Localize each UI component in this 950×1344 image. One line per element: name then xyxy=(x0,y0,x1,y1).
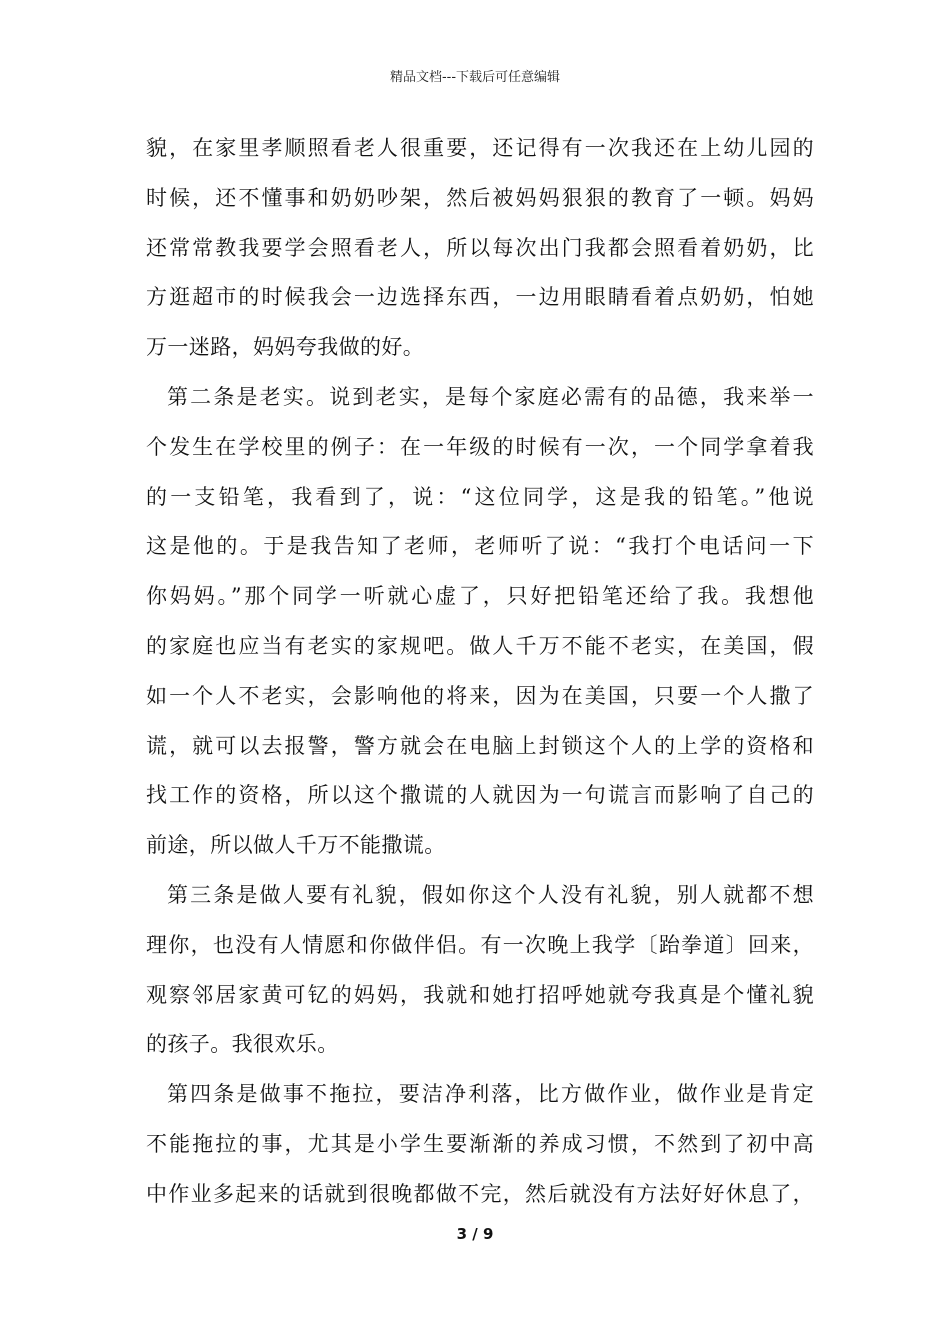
text-line: 方逛超市的时候我会一边选择东西，一边用眼睛看着点奶奶，怕她 xyxy=(146,285,814,310)
text-line: 如一个人不老实，会影响他的将来，因为在美国，只要一个人撒了 xyxy=(146,683,814,708)
text-line: 这是他的。于是我告知了老师，老师听了说：“我打个电话问一下 xyxy=(146,534,814,559)
text-line: 还常常教我要学会照看老人，所以每次出门我都会照看着奶奶，比 xyxy=(146,235,814,260)
document-body xyxy=(146,124,814,1220)
text-line: 理你，也没有人情愿和你做伴侣。有一次晚上我学〔跆拳道〕回来， xyxy=(146,932,814,957)
text-line: 个发生在学校里的例子：在一年级的时候有一次，一个同学拿着我 xyxy=(146,434,814,459)
paragraph xyxy=(146,124,814,373)
page-number: 3 / 9 xyxy=(456,1225,494,1243)
text-line: 不能拖拉的事，尤其是小学生要渐渐的养成习惯，不然到了初中高 xyxy=(146,1131,814,1156)
text-line: 中作业多起来的话就到很晚都做不完，然后就没有方法好好休息了， xyxy=(146,1181,814,1206)
text-line: 第四条是做事不拖拉，要洁净利落，比方做作业，做作业是肯定 xyxy=(167,1082,814,1107)
paragraph xyxy=(146,1070,814,1219)
text-line: 的一支铅笔，我看到了，说：“这位同学，这是我的铅笔。”他说 xyxy=(146,484,814,509)
text-line: 万一迷路，妈妈夸我做的好。 xyxy=(146,335,425,360)
text-line: 观察邻居家黄可钇的妈妈，我就和她打招呼她就夸我真是个懂礼貌 xyxy=(146,982,814,1007)
text-line: 时候，还不懂事和奶奶吵架，然后被妈妈狠狠的教育了一顿。妈妈 xyxy=(146,185,814,210)
paragraph xyxy=(146,871,814,1070)
text-line: 前途，所以做人千万不能撒谎。 xyxy=(146,833,446,858)
paragraph xyxy=(146,373,814,871)
text-line: 第三条是做人要有礼貌，假如你这个人没有礼貌，别人就都不想 xyxy=(167,882,814,907)
text-line: 谎，就可以去报警，警方就会在电脑上封锁这个人的上学的资格和 xyxy=(146,733,814,758)
text-line: 你妈妈。”那个同学一听就心虚了，只好把铅笔还给了我。我想他 xyxy=(146,584,814,609)
page-header: 精品文档---下载后可任意编辑 xyxy=(389,70,561,85)
text-line: 找工作的资格，所以这个撒谎的人就因为一句谎言而影响了自己的 xyxy=(146,783,814,808)
text-line: 的孩子。我很欢乐。 xyxy=(146,1032,339,1057)
text-line: 第二条是老实。说到老实，是每个家庭必需有的品德，我来举一 xyxy=(167,384,814,409)
text-line: 貌，在家里孝顺照看老人很重要，还记得有一次我还在上幼儿园的 xyxy=(146,136,814,160)
text-line: 的家庭也应当有老实的家规吧。做人千万不能不老实，在美国，假 xyxy=(146,633,814,658)
